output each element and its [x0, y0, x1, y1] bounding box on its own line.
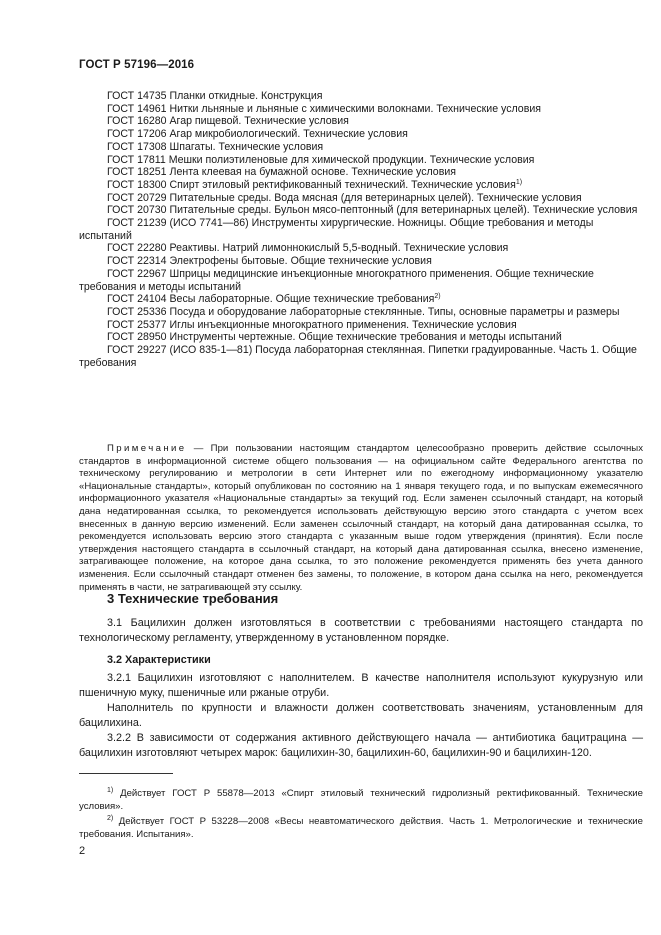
footnote-mark: 1) [515, 178, 523, 186]
reference-item: ГОСТ 17206 Агар микробиологический. Технические условия [107, 128, 408, 141]
reference-item [79, 179, 643, 192]
subsection-title: 3.2 Характеристики [107, 654, 211, 666]
reference-item [79, 293, 643, 306]
note-paragraph [79, 443, 643, 594]
reference-item: ГОСТ 16280 Агар пищевой. Технические условия [107, 115, 349, 128]
page-number: 2 [79, 845, 86, 857]
footnote-mark: 1) [107, 787, 114, 794]
note-text: — При пользовании настоящим стандартом целесообразно проверить действие ссылочных стандартов в информационной системе общего пользования — на официальном сайте Федерального агентства по техническому регулированию и метрологии в сети Интернет или по ежегодному информационному указателю «Национальные стандарты», который опубликован по состоянию на 1 января текущего года, и по выпускам ежемесячного информационного указателя «Национальные стандарты» за текущий год. Если заменен ссылочный стандарт, на который дана недатированная ссылка, то рекомендуется использовать действующую версию этого стандарта с учетом всех внесенных в данную версию изменений. Если заменен ссылочный стандарт, на который дана датированная ссылка, то рекомендуется использовать версию этого стандарта с указанным выше годом утверждения (принятия). Если после утверждения настоящего стандарта в ссылочный стандарт, на который дана датированная ссылка, внесено изменение, затрагивающее положение, на которое дана ссылка, то это положение рекомендуется применять без учета данного изменения. Если ссылочный стандарт отменен без замены, то положение, в котором дана ссылка на него, рекомендуется применять в части, не затрагивающей эту ссылку. [79, 443, 643, 593]
reference-list [79, 90, 643, 369]
reference-item: ГОСТ 14961 Нитки льняные и льняные с химическими волокнами. Технические условия [107, 102, 541, 115]
reference-item: ГОСТ 25336 Посуда и оборудование лабораторные стеклянные. Типы, основные параметры и размеры [107, 305, 620, 318]
reference-item: ГОСТ 25377 Иглы инъекционные многократного применения. Технические условия [107, 318, 517, 331]
reference-item: ГОСТ 22314 Электрофены бытовые. Общие технические условия [107, 255, 432, 268]
note-label: Примечание [107, 443, 187, 454]
footnote-divider [79, 773, 173, 774]
reference-text: ГОСТ 18300 Спирт этиловый ректификованный технический. Технические условия [107, 178, 516, 191]
reference-item: ГОСТ 20730 Питательные среды. Бульон мясо-пептонный (для ветеринарных целей). Технические условия [107, 204, 638, 217]
page-header: ГОСТ Р 57196—2016 [79, 59, 195, 71]
footnote-text: Действует ГОСТ Р 53228—2008 «Весы неавтоматического действия. Часть 1. Метрологические и технические требования. Испытания». [79, 816, 643, 840]
reference-item: ГОСТ 17811 Мешки полиэтиленовые для химической продукции. Технические условия [107, 153, 535, 166]
footnote-text: Действует ГОСТ Р 55878—2013 «Спирт этиловый технический гидролизный ректификованный. Технические условия». [79, 788, 643, 812]
reference-item: ГОСТ 28950 Инструменты чертежные. Общие технические требования и методы испытаний [107, 331, 562, 344]
reference-item: ГОСТ 14735 Планки откидные. Конструкция [107, 90, 323, 102]
paragraph-3-2-1: 3.2.1 Бацилихин изготовляют с наполнителем. В качестве наполнителя используют кукурузную или пшеничную муку, пшеничные или ржаные отруби. [79, 672, 643, 700]
reference-item: ГОСТ 18251 Лента клеевая на бумажной основе. Технические условия [107, 166, 456, 179]
reference-item: ГОСТ 17308 Шпагаты. Технические условия [107, 140, 324, 153]
reference-item: ГОСТ 22280 Реактивы. Натрий лимоннокислый 5,5-водный. Технические условия [107, 242, 509, 255]
footnote-mark: 2) [107, 815, 114, 822]
section-title: 3 Технические требования [107, 591, 279, 606]
paragraph-3-1: 3.1 Бацилихин должен изготовляться в соответствии с требованиями настоящего стандарта по технологическому регламенту, утвержденному в установленном порядке. [79, 617, 643, 645]
paragraph-3-2-2: 3.2.2 В зависимости от содержания активного действующего начала — антибиотика бацитрацина — бацилихин изготовляют четырех марок: бацилихин-30, бацилихин-60, бацилихин-90 и бацилихин-120. [79, 732, 643, 760]
paragraph-3-2-1-filler: Наполнитель по крупности и влажности должен соответствовать значениям, установленным для бацилихина. [79, 702, 643, 730]
footnote-1 [79, 787, 643, 813]
reference-text: ГОСТ 24104 Весы лабораторные. Общие технические требования [107, 293, 435, 306]
reference-item: ГОСТ 21239 (ИСО 7741—86) Инструменты хирургические. Ножницы. Общие требования и методы испытаний [79, 217, 594, 242]
footnote-2 [79, 815, 643, 841]
reference-item: ГОСТ 20729 Питательные среды. Вода мясная (для ветеринарных целей). Технические условия [107, 191, 582, 204]
reference-item: ГОСТ 22967 Шприцы медицинские инъекционные многократного применения. Общие технические требования и методы испытаний [79, 267, 594, 293]
reference-item: ГОСТ 29227 (ИСО 835-1—81) Посуда лабораторная стеклянная. Пипетки градуированные. Часть 1. Общие требования [79, 344, 637, 369]
footnote-mark: 2) [434, 293, 441, 301]
